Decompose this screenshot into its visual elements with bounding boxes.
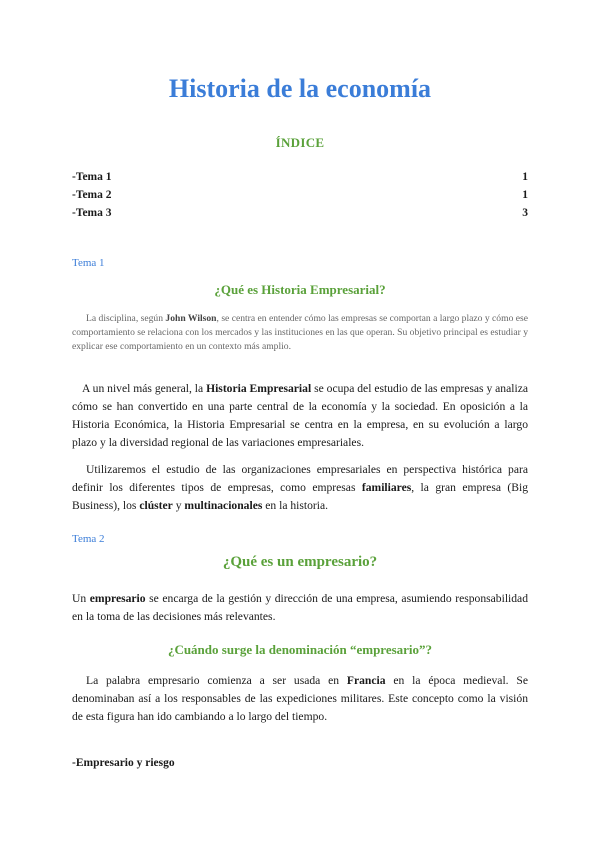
subheading-empresario-riesgo: -Empresario y riesgo [72,757,175,769]
paragraph-tipos-empresas [72,461,528,515]
paragraph-text: Un [72,592,90,605]
toc-entry-tema-2[interactable] [72,186,528,204]
toc-entry-page: 1 [522,171,528,183]
section-heading-historia-empresarial: ¿Qué es Historia Empresarial? [214,282,386,297]
toc-entry-label: -Tema 3 [72,207,112,219]
bold-term: Historia Empresarial [206,382,312,395]
section-label-tema-1: Tema 1 [72,257,105,269]
bold-term: empresario [89,592,146,605]
paragraph-text: La palabra empresario comienza a ser usada en [86,674,347,687]
paragraph-empresario-definicion [72,590,528,626]
bold-term: multinacionales [184,499,263,512]
toc-entry-page: 1 [522,189,528,201]
paragraph-text: se ocupa del estudio de las empresas y analiza cómo se han convertido en una parte central de la economía y la sociedad. En oposición a la Historia Económica, la Historia Empresarial se centra en la empresa, en su evolución a largo plazo y la diversidad regional de las variaciones empresariales. [72,382,528,449]
toc-entry-label: -Tema 1 [72,171,112,183]
paragraph-historia-empresarial [72,380,528,452]
paragraph-text: se encarga de la gestión y dirección de una empresa, asumiendo responsabilidad en la toma de las decisiones más relevantes. [72,592,528,623]
author-name: John Wilson [165,313,217,324]
paragraph-text: en la historia. [262,499,329,512]
bold-term: clúster [139,499,173,512]
subheading-denominacion: ¿Cuándo surge la denominación “empresario”? [167,642,433,657]
paragraph-text: Utilizaremos el estudio de las organizaciones empresariales en perspectiva histórica para definir los diferentes tipos de empresas, como empresas [72,463,528,494]
toc-entry-tema-3[interactable] [72,204,528,222]
paragraph-origen-empresario [72,672,528,726]
table-of-contents [72,168,528,222]
paragraph-text: , la gran empresa (Big Business), los [72,481,529,512]
quote-paragraph [72,312,528,354]
bold-term: familiares [361,481,412,494]
bold-term: Francia [346,674,386,687]
paragraph-text: y [172,499,185,512]
toc-entry-tema-1[interactable] [72,168,528,186]
document-title: Historia de la economía [168,74,432,103]
quote-text-start: La disciplina, según [86,313,166,324]
section-label-tema-2: Tema 2 [72,533,105,545]
quote-text-end: , se centra en entender cómo las empresas se comportan a largo plazo y cómo ese comportamiento se relaciona con los mercados y las instituciones en las que operan. Su objetivo principal es estudiar y explicar ese comportamiento en un contexto más amplio. [72,313,529,352]
toc-entry-label: -Tema 2 [72,189,112,201]
index-heading: ÍNDICE [275,135,325,150]
paragraph-text: A un nivel más general, la [82,382,207,395]
toc-entry-page: 3 [522,207,528,219]
paragraph-text: en la época medieval. Se denominaban así a los responsables de las expediciones militares. Este concepto como la visión de esta figura han ido cambiando a lo largo del tiempo. [72,674,528,723]
section-heading-empresario: ¿Qué es un empresario? [222,554,378,570]
